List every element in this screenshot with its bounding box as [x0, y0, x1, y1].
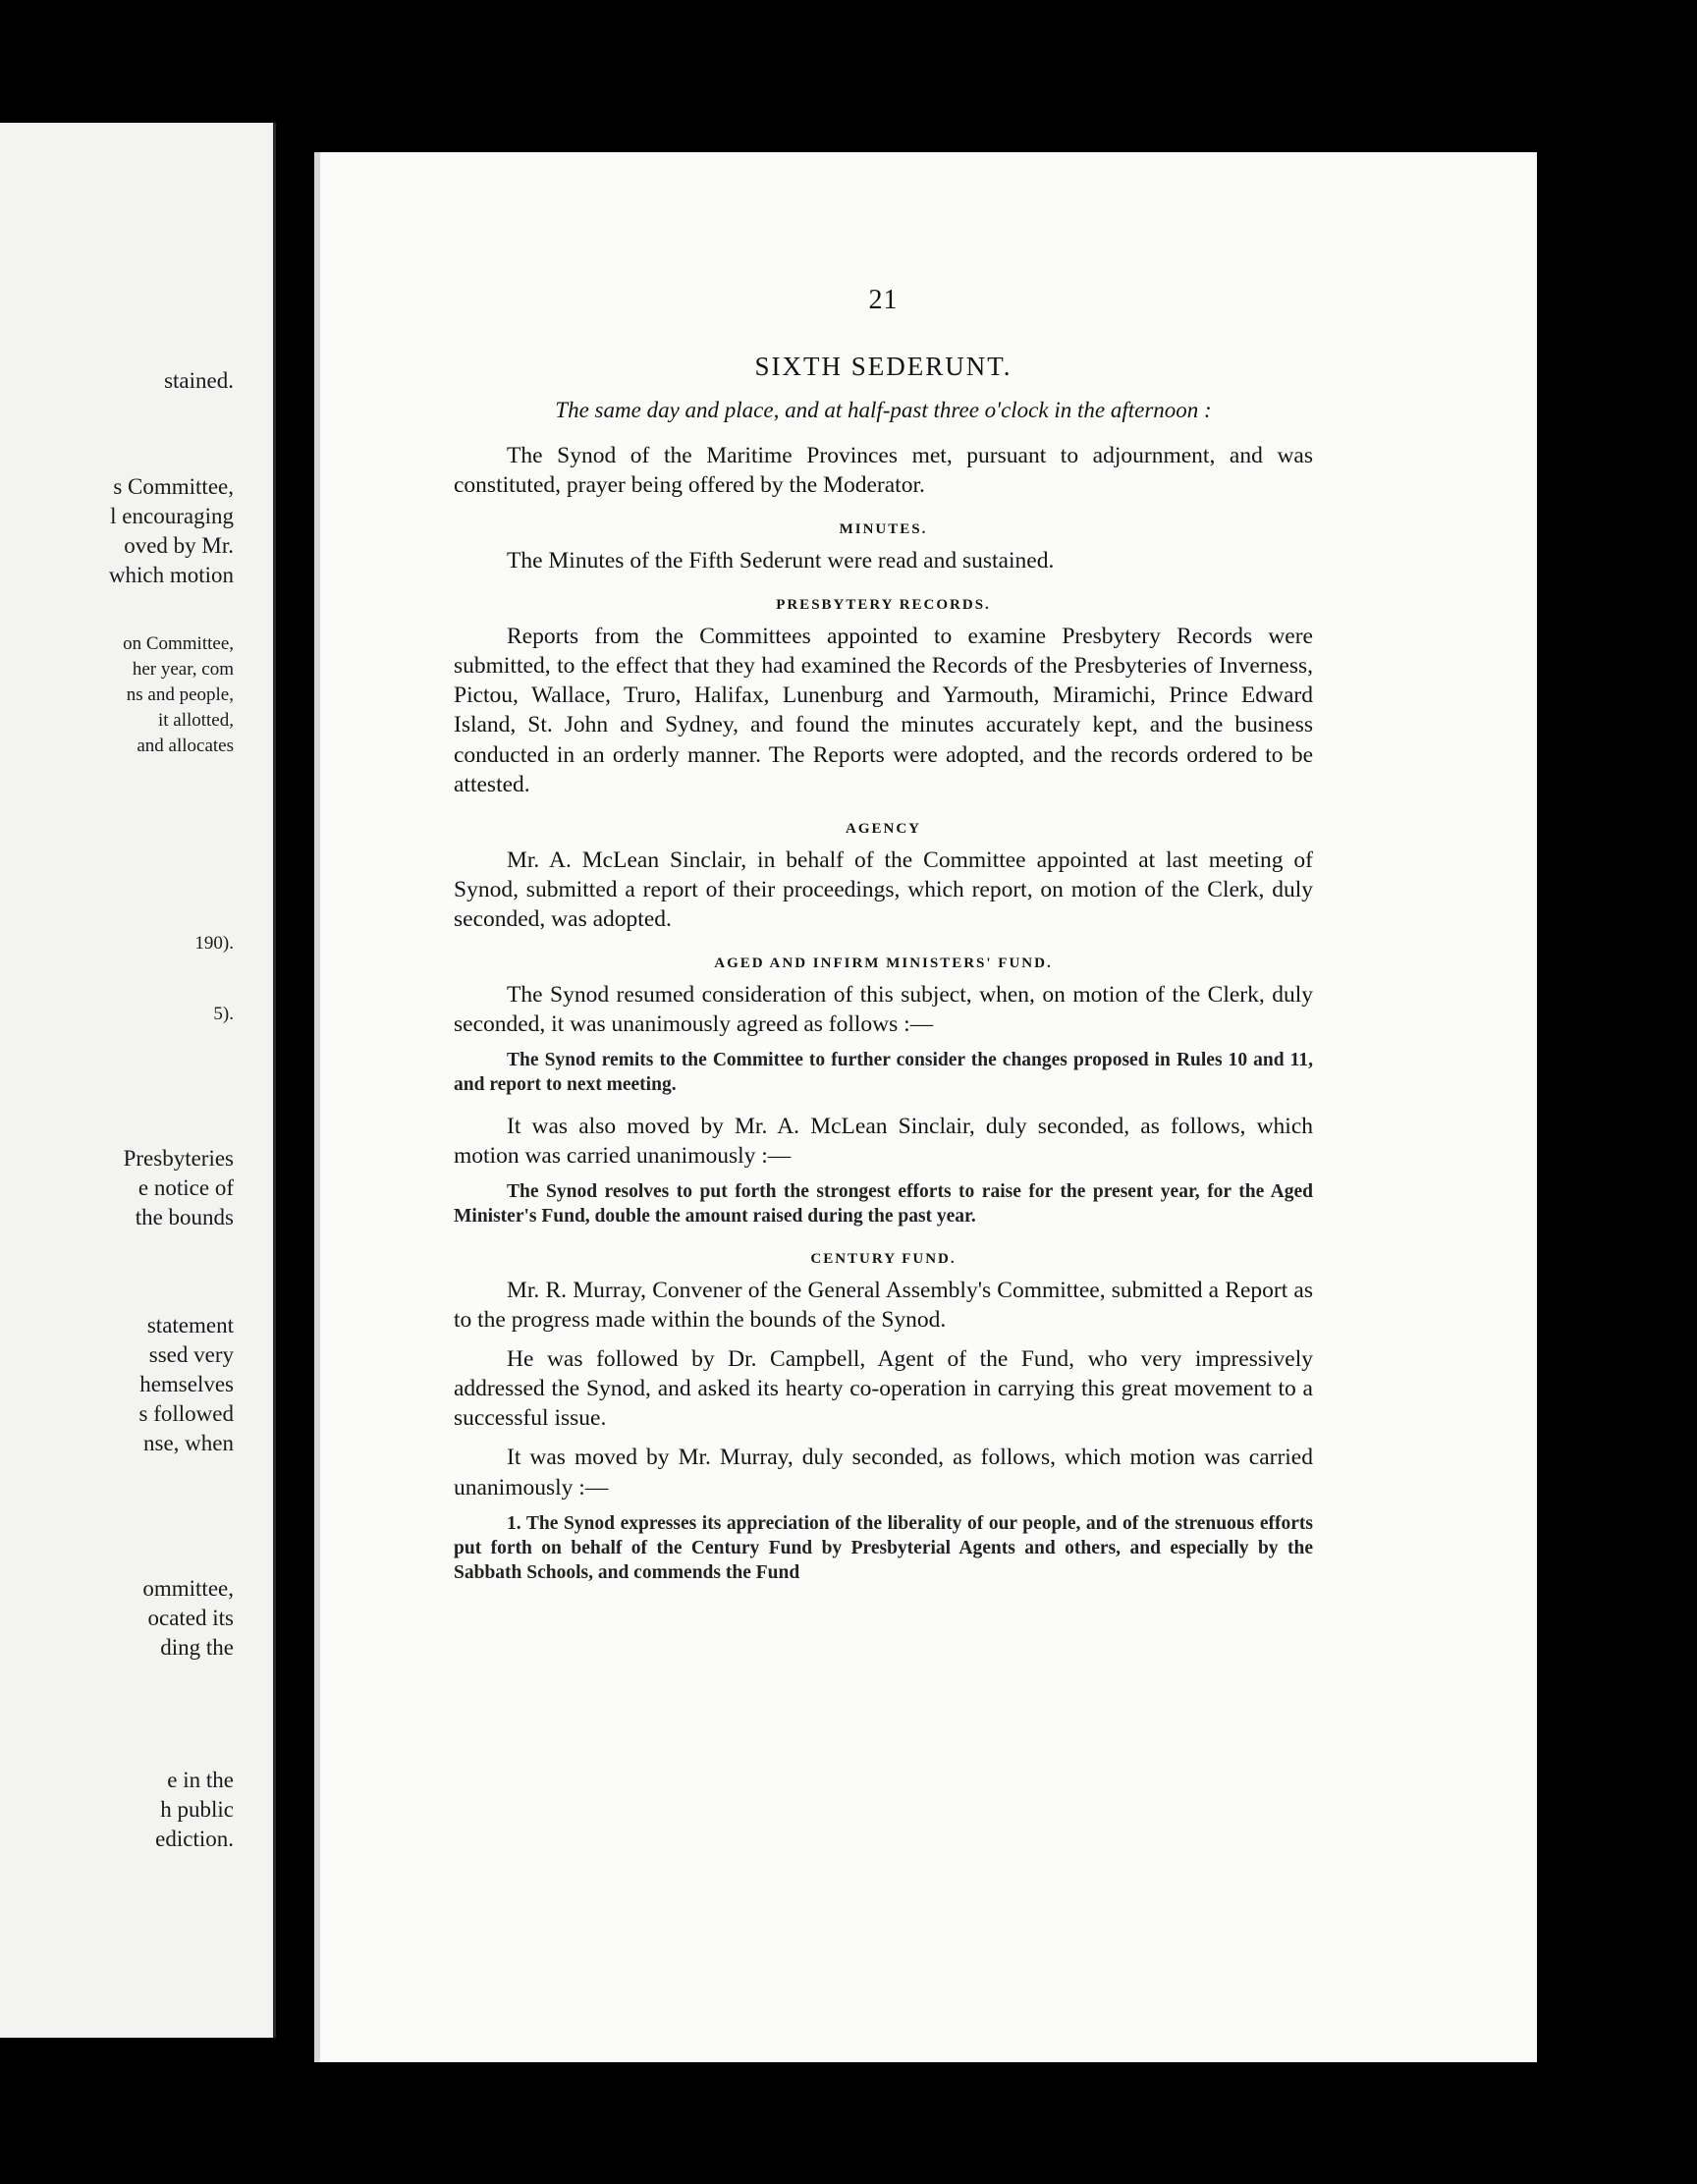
left-page-line: ssed very: [148, 1342, 234, 1367]
agency-paragraph: Mr. A. McLean Sinclair, in behalf of the Committee appointed at last meeting of Synod, submitted a report of their proceedings, which report, on motion of the Clerk, duly seconded, was adopted.: [454, 846, 1313, 932]
left-page-line: ns and people,: [126, 684, 234, 705]
document-page: [314, 152, 1537, 2062]
aged-fund-heading: AGED AND INFIRM MINISTERS' FUND.: [714, 955, 1053, 971]
left-page-line: which motion: [108, 563, 234, 587]
left-page-line: h public: [160, 1797, 234, 1822]
intro-paragraph: The Synod of the Maritime Provinces met, pursuant to adjournment, and was constituted, prayer being offered by the Moderator.: [454, 443, 1313, 499]
century-fund-heading: CENTURY FUND.: [810, 1251, 957, 1268]
aged-fund-resolution: The Synod remits to the Committee to further consider the changes proposed in Rules 10 and 11, and report to next meeting.: [454, 1050, 1313, 1096]
left-page-line: stained.: [164, 368, 234, 393]
century-fund-paragraph: Mr. R. Murray, Convener of the General Assembly's Committee, submitted a Report as to the progress made within the bounds of the Synod.: [454, 1278, 1313, 1334]
left-page-line: her year, com: [132, 659, 234, 680]
left-page-line: hemselves: [139, 1372, 234, 1396]
session-subtitle: The same day and place, and at half-past three o'clock in the afternoon :: [555, 398, 1212, 422]
left-page-line: e in the: [167, 1768, 234, 1792]
left-page-line: Presbyteries: [123, 1146, 234, 1171]
presbytery-records-paragraph: Reports from the Committees appointed to examine Presbytery Records were submitted, to the effect that they had examined the Records of the Presbyteries of Inverness, Pictou, Wallace, Truro, Halifax, Lunenburg and Yarmouth, Miramichi, Prince Edward Island, St. John and Sydney, and found the minutes accurately kept, and the business conducted in an orderly manner. The Reports were adopted, and the records ordered to be attested.: [454, 624, 1313, 797]
left-page-line: statement: [146, 1313, 234, 1338]
minutes-heading: MINUTES.: [839, 521, 928, 538]
sederunt-heading: SIXTH SEDERUNT.: [754, 352, 1013, 381]
page-content: [454, 285, 1313, 1599]
left-page-line: nse, when: [143, 1431, 234, 1455]
century-fund-motion-paragraph: It was moved by Mr. Murray, duly seconded, as follows, which motion was carried unanimously :—: [454, 1445, 1313, 1501]
aged-fund-paragraph: The Synod resumed consideration of this subject, when, on motion of the Clerk, duly seconded, it was unanimously agreed as follows :—: [454, 981, 1313, 1038]
left-page-line: 5).: [213, 1004, 234, 1024]
left-page-line: ding the: [160, 1635, 234, 1660]
left-page-line: ocated its: [147, 1606, 234, 1630]
left-page-line: it allotted,: [157, 710, 234, 731]
left-page-line: on Committee,: [123, 633, 234, 654]
left-facing-page: [0, 123, 276, 2038]
presbytery-records-heading: PRESBYTERY RECORDS.: [776, 597, 991, 614]
left-page-line: 190).: [194, 933, 234, 954]
left-page-line: s Committee,: [113, 474, 234, 499]
left-page-line: ediction.: [155, 1827, 234, 1851]
page-number: 21: [868, 285, 899, 315]
left-page-line: s followed: [138, 1401, 234, 1426]
century-fund-paragraph: He was followed by Dr. Campbell, Agent of the Fund, who very impressively addressed the Synod, and asked its hearty co-operation in carrying this great movement to a successful issue.: [454, 1346, 1313, 1432]
left-page-line: ommittee,: [142, 1576, 234, 1601]
agency-heading: AGENCY: [845, 820, 921, 837]
century-fund-resolution: 1. The Synod expresses its appreciation of the liberality of our people, and of the strenuous efforts put forth on behalf of the Century Fund by Presbyterial Agents and others, and especially by the Sabbath Schools, and commends the Fund: [454, 1512, 1313, 1583]
left-page-line: oved by Mr.: [124, 533, 234, 558]
minutes-paragraph: The Minutes of the Fifth Sederunt were read and sustained.: [507, 548, 1055, 574]
left-page-line: l encouraging: [110, 504, 234, 528]
aged-fund-resolution: The Synod resolves to put forth the strongest efforts to raise for the present year, for the Aged Minister's Fund, double the amount raised during the past year.: [454, 1181, 1313, 1228]
left-page-line: e notice of: [137, 1175, 234, 1200]
left-page-line: the bounds: [135, 1205, 234, 1229]
aged-fund-motion-paragraph: It was also moved by Mr. A. McLean Sinclair, duly seconded, as follows, which motion was carried unanimously :—: [454, 1114, 1313, 1170]
left-page-line: and allocates: [137, 736, 234, 756]
